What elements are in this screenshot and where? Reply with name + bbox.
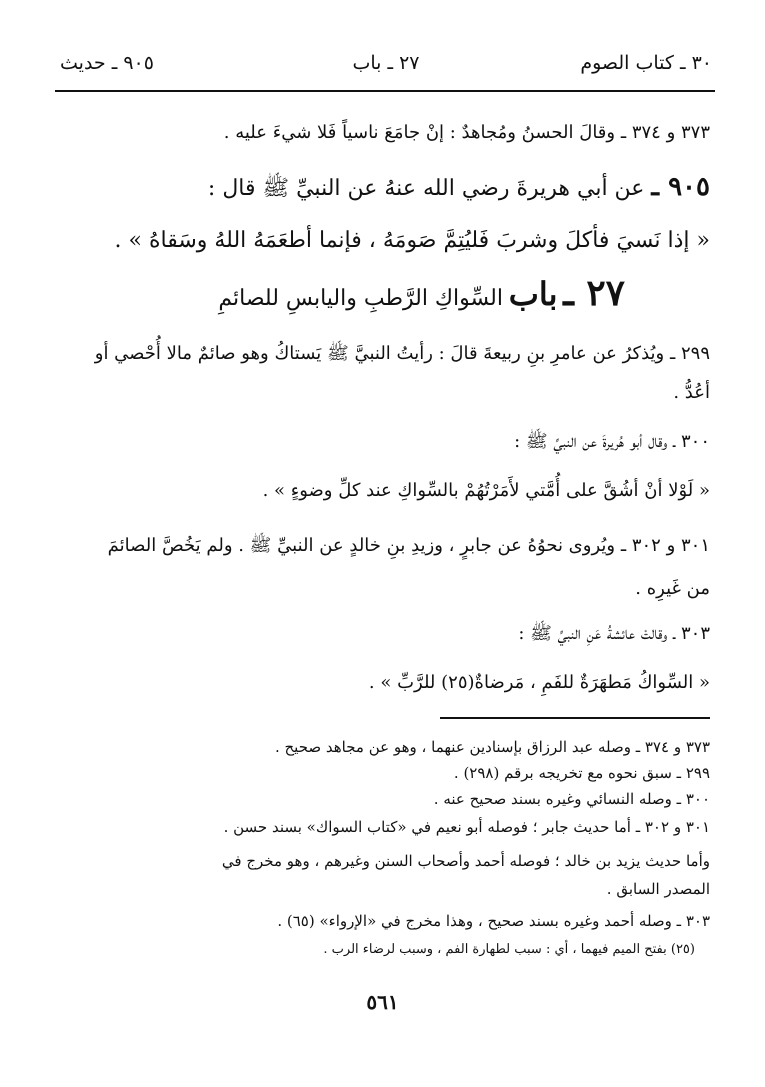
text-299-a: ٢٩٩ ـ ويُذكرُ عن عامرِ بنِ ربيعةَ قالَ : رأيتُ النبيَّ ﷺ يَستاكُ وهو صائمٌ مالا أُحْصي أو [94, 343, 710, 364]
footnote-25: (٢٥) بفتح الميم فيهما ، أي : سبب لطهارة الفم ، وسبب لرضاء الرب . [323, 942, 695, 957]
chapter-number: ٢٧ ـ [563, 272, 625, 314]
header-chapter: ٢٧ ـ باب [352, 52, 420, 74]
footnote-divider [440, 717, 710, 719]
text-303-b: « السِّواكُ مَطهَرَةٌ للفَمِ ، مَرضاةٌ(٢٥) للرَّبِّ » . [368, 672, 710, 693]
note-303: ٣٠٣ ـ وصله أحمد وغيره بسند صحيح ، وهذا مخرج في «الإرواء» (٦٥) . [277, 912, 710, 930]
header-book-title: ٣٠ ـ كتاب الصوم [580, 52, 712, 74]
note-301-cont: وأما حديث يزيد بن خالد ؛ فوصله أحمد وأصحاب السنن وغيرهم ، وهو مخرج في [221, 852, 710, 870]
text-line-1: ٣٧٣ و ٣٧٤ ـ وقالَ الحسنُ ومُجاهدٌ : إنْ جامَعَ ناسياً فَلا شيءَ عليه . [223, 122, 710, 143]
hadith-heading [55, 172, 710, 206]
text-300-a: ٣٠٠ ـ وقال أبو هُريرةَ عن النبيِّ ﷺ : [514, 431, 710, 452]
note-300: ٣٠٠ ـ وصله النسائي وغيره بسند صحيح عنه . [433, 790, 710, 808]
hadith-intro: عن أبي هريرةَ رضي الله عنهُ عن النبيِّ ﷺ قال : [207, 176, 645, 201]
chapter-word: باب [508, 275, 558, 313]
header-divider [55, 90, 715, 92]
text-300-b: « لَوْلا أنْ أشُقَّ على أُمَّتي لأَمَرْتُهُمْ بالسِّواكِ عند كلِّ وضوءٍ » . [262, 480, 710, 501]
chapter-heading [55, 272, 625, 314]
hadith-text: « إذا نَسيَ فأكلَ وشربَ فَليُتِمَّ صَومَهُ ، فإنما أطعَمَهُ اللهُ وسَقاهُ » . [114, 228, 710, 253]
page-number: ٥٦١ [366, 990, 399, 1014]
chapter-title: السِّواكِ الرَّطبِ واليابسِ للصائمِ [218, 286, 503, 311]
note-373: ٣٧٣ و ٣٧٤ ـ وصله عبد الرزاق بإسنادين عنهما ، وهو عن مجاهد صحيح . [274, 738, 710, 756]
running-header [60, 52, 712, 88]
note-301: ٣٠١ و ٣٠٢ ـ أما حديث جابر ؛ فوصله أبو نعيم في «كتاب السواك» بسند حسن . [223, 818, 710, 836]
note-301-end: المصدر السابق . [606, 880, 710, 898]
hadith-number: ٩٠٥ ـ [651, 172, 710, 202]
text-301-b: من غَيرِه . [635, 578, 710, 599]
header-hadith: ٩٠٥ ـ حديث [60, 52, 154, 74]
text-303-a: ٣٠٣ ـ وقالتْ عائشةُ عَنِ النبيِّ ﷺ : [518, 623, 710, 644]
text-299-b: أعُدُّ . [673, 382, 710, 403]
note-299: ٢٩٩ ـ سبق نحوه مع تخريجه برقم (٢٩٨) . [453, 764, 710, 782]
text-301-a: ٣٠١ و ٣٠٢ ـ ويُروى نحوُهُ عن جابرٍ ، وزيدِ بنِ خالدٍ عن النبيِّ ﷺ . ولم يَخُصَّ الصائمَ [107, 535, 710, 556]
